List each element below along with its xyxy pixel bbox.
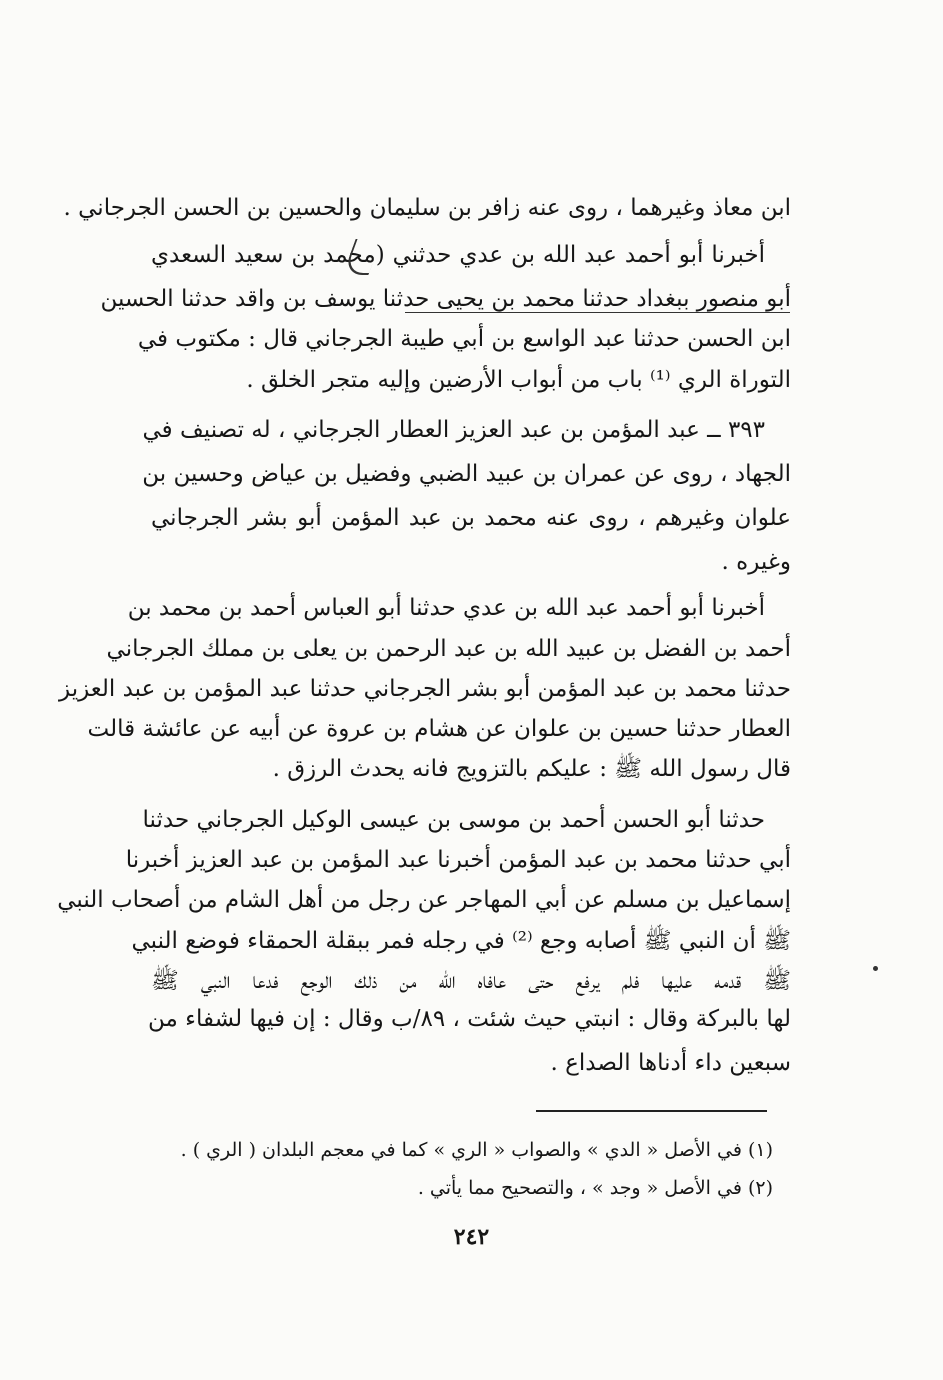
text-line: لها بالبركة وقال : انبتي حيث شئت ، ٨٩/ب وقال : إن فيها لشفاء من <box>147 1006 791 1032</box>
text-line: أخبرنا أبو أحمد عبد الله بن عدي حدثنا أبو العباس أحمد بن محمد بن <box>127 595 765 621</box>
text-line: قال رسول الله ﷺ : عليكم بالتزويج فانه يحدث الرزق . <box>272 756 791 782</box>
text-line: علوان وغيرهم ، روى عنه محمد بن عبد المؤمن أبو بشر الجرجاني <box>151 505 791 531</box>
text-line: ابن الحسن حدثنا عبد الواسع بن أبي طيبة الجرجاني قال : مكتوب في <box>137 326 791 352</box>
footnote-separator <box>536 1110 767 1112</box>
text-line: أخبرنا أبو أحمد عبد الله بن عدي حدثني (محمد بن سعيد السعدي <box>151 242 765 268</box>
handwritten-underline-mark <box>405 312 790 313</box>
text-line: ابن معاذ وغيرهما ، روى عنه زافر بن سليمان والحسين بن الحسن الجرجاني . <box>63 195 791 221</box>
text-line: ٣٩٣ ــ عبد المؤمن بن عبد العزيز العطار الجرجاني ، له تصنيف في <box>142 417 765 443</box>
text-line: التوراة الري ⁽¹⁾ باب من أبواب الأرضين وإليه متجر الخلق . <box>246 367 791 393</box>
footnote: (٢) في الأصل « وجد » ، والتصحيح مما يأتي . <box>417 1177 773 1199</box>
footnote: (١) في الأصل « الدي » والصواب « الري » كما في معجم البلدان ( الري ) . <box>180 1139 773 1161</box>
ink-dot <box>873 966 878 971</box>
text-line: وغيره . <box>721 549 791 575</box>
text-line: ﷺ أن النبي ﷺ أصابه وجع ⁽²⁾ في رجله فمر ببقلة الحمقاء فوضع النبي <box>131 928 791 954</box>
text-line: أبو منصور ببغداد حدثنا محمد بن يحيى حدثنا يوسف بن واقد حدثنا الحسين <box>100 286 791 312</box>
text-line: الجهاد ، روى عن عمران بن عبيد الضبي وفضيل بن عياض وحسين بن <box>142 461 791 487</box>
text-line: أبي حدثنا محمد بن عبد المؤمن أخبرنا عبد المؤمن بن عبد العزيز أخبرنا <box>125 847 791 873</box>
page-number: ٢٤٢ <box>453 1224 490 1250</box>
text-line: العطار حدثنا حسين بن علوان عن هشام بن عروة عن أبيه عن عائشة قالت <box>87 716 791 742</box>
text-line: سبعين داء أدناها الصداع . <box>550 1050 791 1076</box>
text-line: ﷺ قدمه عليها فلم يرفع حتى عافاه الله من ذلك الوجع فدعا النبي ﷺ <box>151 968 791 994</box>
text-line: حدثنا محمد بن عبد المؤمن أبو بشر الجرجاني حدثنا عبد المؤمن بن عبد العزيز <box>59 676 791 702</box>
text-line: حدثنا أبو الحسن أحمد بن موسى بن عيسى الوكيل الجرجاني حدثنا <box>142 807 765 833</box>
text-line: أحمد بن الفضل بن عبيد الله بن عبد الرحمن بن يعلى بن مملك الجرجاني <box>106 636 791 662</box>
text-line: إسماعيل بن مسلم عن أبي المهاجر عن رجل من أهل الشام من أصحاب النبي <box>57 887 791 913</box>
